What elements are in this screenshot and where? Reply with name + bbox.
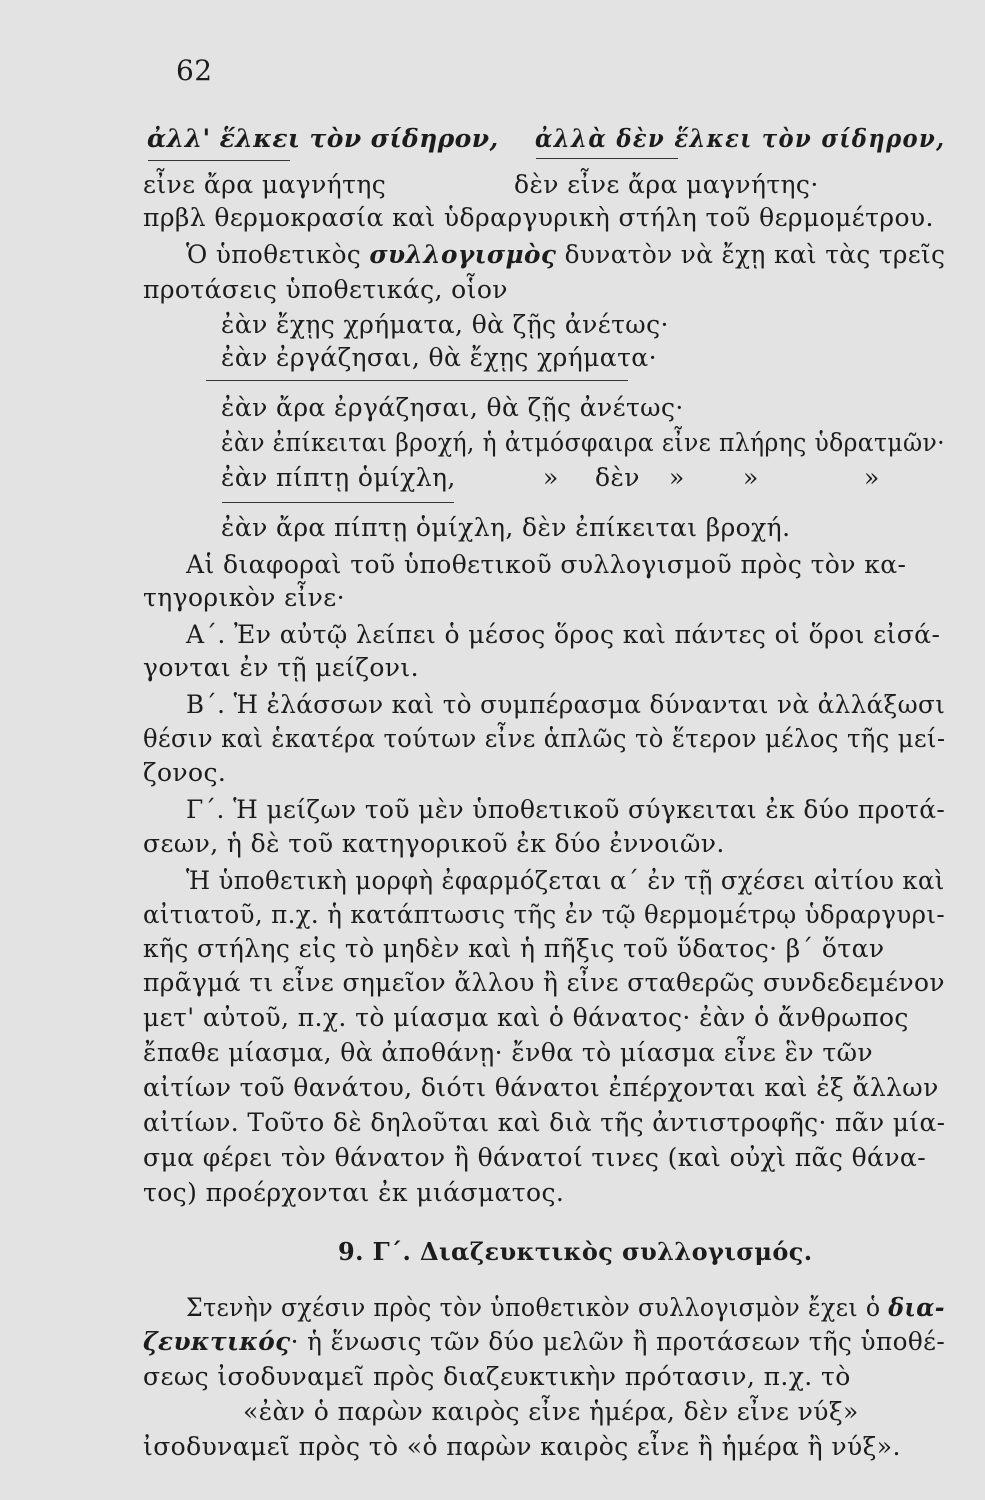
page-number: 62 bbox=[176, 54, 213, 87]
application-line-9: σμα φέρει τὸν θάνατον ἢ θάνατοί τινες (καὶ οὐχὶ πᾶς θάνα- bbox=[143, 1143, 927, 1172]
rule-right bbox=[536, 158, 678, 159]
example2-premise2-text: ἐὰν πίπτῃ ὁμίχλη, bbox=[221, 463, 456, 492]
difference-a: Α΄. Ἐν αὐτῷ λείπει ὁ μέσος ὅρος καὶ πάντες οἱ ὅροι εἰσά- bbox=[186, 620, 941, 649]
comparison-line: πρβλ θερμοκρασία καὶ ὑδραργυρικὴ στήλη τοῦ θερμομέτρου. bbox=[143, 203, 934, 232]
syllogism-header-right: ἀλλὰ δὲν ἕλκει τὸν σίδηρον, bbox=[535, 124, 946, 153]
conclusion-right: δὲν εἶνε ἄρα μαγνήτης· bbox=[514, 170, 819, 199]
ditto-mark: » bbox=[743, 463, 759, 492]
ditto-mark: » bbox=[864, 463, 880, 492]
application-line-2: αἰτιατοῦ, π.χ. ἡ κατάπτωσις τῆς ἐν τῷ θερμομέτρῳ ὑδραργυρι- bbox=[143, 900, 945, 929]
disjunctive-line-2-text: · ἡ ἕνωσις τῶν δύο μελῶν ἢ προτάσεων τῆς ὑποθέ- bbox=[290, 1327, 946, 1356]
difference-c: Γ΄. Ἡ μείζων τοῦ μὲν ὑποθετικοῦ σύγκειται ἐκ δύο προτά- bbox=[186, 795, 946, 824]
application-line-7: αἰτίων τοῦ θανάτου, διότι θάνατοι ἐπέρχονται καὶ ἐξ ἄλλων bbox=[143, 1073, 939, 1102]
application-line-6: ἔπαθε μίασμα, θὰ ἀποθάνῃ· ἔνθα τὸ μίασμα εἶνε ἓν τῶν bbox=[143, 1038, 873, 1067]
hypothetical-intro bbox=[186, 240, 945, 270]
term-disjunctive-part1: δια- bbox=[888, 1293, 945, 1322]
example1-rule bbox=[206, 380, 628, 381]
difference-b-line2: θέσιν καὶ ἑκατέρα τούτων εἶνε ἁπλῶς τὸ ἕτερον μέλος τῆς μεί- bbox=[143, 724, 946, 753]
section-heading: 9. Γ΄. Διαζευκτικὸς συλλογισμός. bbox=[338, 1237, 813, 1266]
ditto-mark: » bbox=[669, 463, 685, 492]
ditto-mark: » bbox=[543, 463, 559, 492]
difference-b: Β΄. Ἡ ἐλάσσων καὶ τὸ συμπέρασμα δύνανται νὰ ἀλλάξωσι bbox=[186, 690, 946, 719]
disjunctive-example: «ἐὰν ὁ παρὼν καιρὸς εἶνε ἡμέρα, δὲν εἶνε νύξ» bbox=[243, 1397, 859, 1426]
conclusion-left: εἶνε ἄρα μαγνήτης bbox=[143, 170, 387, 199]
application-line-3: κῆς στήλης εἰς τὸ μηδὲν καὶ ἡ πῆξις τοῦ ὕδατος· β΄ ὅταν bbox=[143, 934, 885, 963]
disjunctive-line-1 bbox=[186, 1293, 945, 1323]
intro-text-start: Ὁ ὑποθετικὸς bbox=[186, 240, 370, 269]
difference-c-line2: σεων, ἡ δὲ τοῦ κατηγορικοῦ ἐκ δύο ἐννοιῶν. bbox=[143, 829, 725, 858]
differences-intro: Αἱ διαφοραὶ τοῦ ὑποθετικοῦ συλλογισμοῦ πρὸς τὸν κα- bbox=[186, 550, 907, 579]
differences-intro-line2: τηγορικὸν εἶνε· bbox=[143, 583, 345, 612]
example2-rule bbox=[222, 502, 454, 503]
disjunctive-equivalence: ἰσοδυναμεῖ πρὸς τὸ «ὁ παρὼν καιρὸς εἶνε ἢ ἡμέρα ἢ νύξ». bbox=[143, 1432, 901, 1461]
syllogism-header-left: ἀλλ' ἕλκει τὸν σίδηρον, bbox=[147, 124, 499, 153]
hypothetical-intro-line2: προτάσεις ὑποθετικάς, οἷον bbox=[143, 275, 508, 304]
difference-b-line3: ζονος. bbox=[143, 758, 227, 787]
disjunctive-line-2 bbox=[143, 1327, 945, 1357]
disjunctive-line-3: σεως ἰσοδυναμεῖ πρὸς διαζευκτικὴν πρότασιν, π.χ. τὸ bbox=[143, 1362, 851, 1391]
application-line-5: μετ' αὐτοῦ, π.χ. τὸ μίασμα καὶ ὁ θάνατος· ἐὰν ὁ ἄνθρωπος bbox=[143, 1003, 909, 1032]
disjunctive-line-1-text: Στενὴν σχέσιν πρὸς τὸν ὑποθετικὸν συλλογισμὸν ἔχει ὁ bbox=[186, 1293, 889, 1322]
term-hypothetical-syllogism: συλλογισμὸς bbox=[369, 240, 557, 269]
example2-conclusion: ἐὰν ἄρα πίπτῃ ὁμίχλη, δὲν ἐπίκειται βροχή. bbox=[221, 513, 791, 542]
application-line-4: πρᾶγμά τι εἶνε σημεῖον ἄλλου ἢ εἶνε σταθερῶς συνδεδεμένον bbox=[143, 968, 945, 997]
application-line-1: Ἡ ὑποθετικὴ μορφὴ ἐφαρμόζεται α΄ ἐν τῇ σχέσει αἰτίου καὶ bbox=[186, 866, 945, 895]
term-disjunctive-part2: ζευκτικός bbox=[143, 1327, 291, 1356]
example1-conclusion: ἐὰν ἄρα ἐργάζησαι, θὰ ζῇς ἀνέτως· bbox=[221, 393, 684, 422]
difference-a-line2: γονται ἐν τῇ μείζονι. bbox=[143, 653, 419, 682]
example1-premise2: ἐὰν ἐργάζησαι, θὰ ἔχῃς χρήματα· bbox=[221, 343, 657, 372]
application-line-10: τος) προέρχονται ἐκ μιάσματος. bbox=[143, 1178, 565, 1207]
example2-premise1: ἐὰν ἐπίκειται βροχή, ἡ ἀτμόσφαιρα εἶνε πλήρης ὑδρατμῶν· bbox=[221, 428, 946, 457]
rule-left bbox=[148, 160, 290, 161]
intro-text-end: δυνατὸν νὰ ἔχῃ καὶ τὰς τρεῖς bbox=[556, 240, 946, 269]
example2-negation: δὲν bbox=[595, 463, 640, 492]
example2-premise2 bbox=[221, 463, 880, 493]
example1-premise1: ἐὰν ἔχῃς χρήματα, θὰ ζῇς ἀνέτως· bbox=[221, 310, 669, 339]
application-line-8: αἰτίων. Τοῦτο δὲ δηλοῦται καὶ διὰ τῆς ἀντιστροφῆς· πᾶν μία- bbox=[143, 1108, 946, 1137]
